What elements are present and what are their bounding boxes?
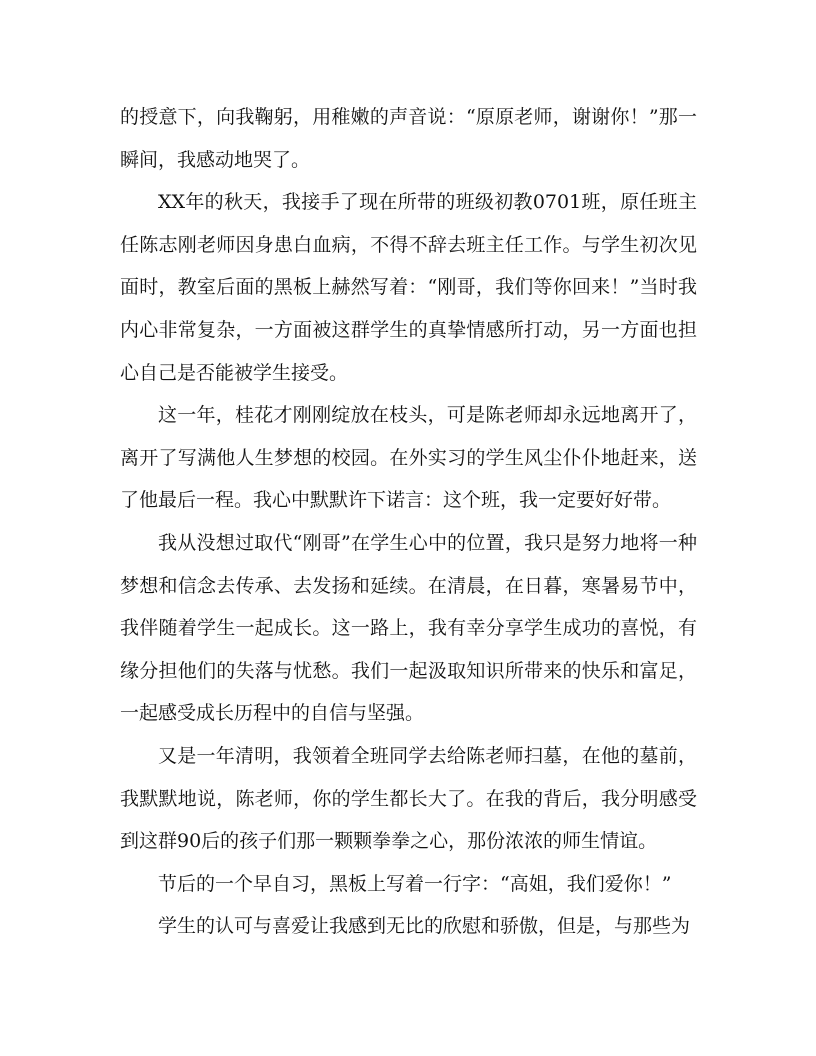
paragraph: 我从没想过取代“刚哥”在学生心中的位置，我只是努力地将一种梦想和信念去传承、去发扬和延续。在清晨，在日暮，寒暑易节中，我伴随着学生一起成长。这一路上，我有幸分享学生成功的喜悦，有缘分担他们的失落与忧愁。我们一起汲取知识所带来的快乐和富足，一起感受成长历程中的自信与坚强。: [120, 531, 697, 725]
paragraph: 这一年，桂花才刚刚绽放在枝头，可是陈老师却永远地离开了，离开了写满他人生梦想的校园。在外实习的学生风尘仆仆地赶来，送了他最后一程。我心中默默许下诺言：这个班，我一定要好好带。: [120, 404, 697, 512]
paragraph-continued: 的授意下，向我鞠躬，用稚嫩的声音说：“原原老师，谢谢你！”那一瞬间，我感动地哭了。: [120, 106, 697, 171]
body-text: [120, 96, 697, 948]
paragraph: 节后的一个早自习，黑板上写着一行字：“高姐，我们爱你！”: [158, 872, 672, 895]
paragraph: 又是一年清明，我领着全班同学去给陈老师扫墓，在他的墓前，我默默地说，陈老师，你的学生都长大了。在我的背后，我分明感受到这群90后的孩子们那一颗颗拳拳之心，那份浓浓的师生情谊。: [120, 744, 697, 853]
paragraph: 学生的认可与喜爱让我感到无比的欣慰和骄傲，但是，与那些为: [158, 915, 691, 938]
paragraph: XX年的秋天，我接手了现在所带的班级初教0701班，原任班主任陈志刚老师因身患白血病，不得不辞去班主任工作。与学生初次见面时，教室后面的黑板上赫然写着：“刚哥，我们等你回来！”当时我内心非常复杂，一方面被这群学生的真挚情感所打动，另一方面也担心自己是否能被学生接受。: [120, 191, 697, 384]
